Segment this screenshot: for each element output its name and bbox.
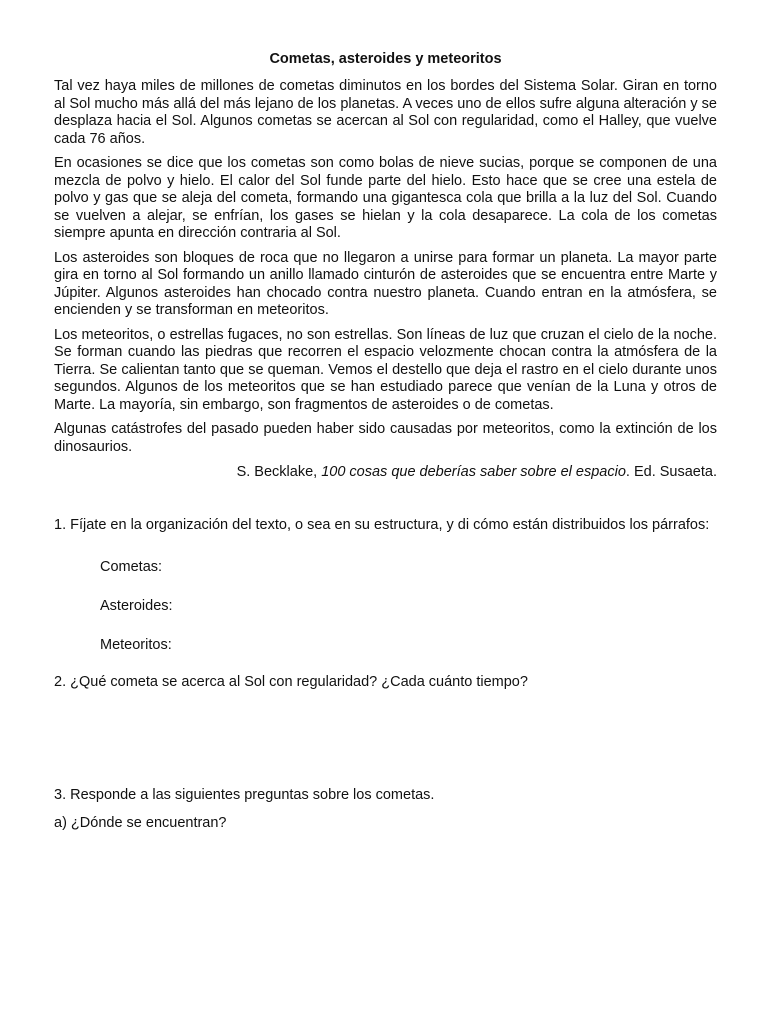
citation-author: S. Becklake,: [236, 464, 322, 480]
question-1: 1. Fíjate en la organización del texto, o sea en su estructura, y di cómo están distribuidos los párrafos:: [54, 517, 710, 533]
paragraph-asteroids: Los asteroides son bloques de roca que no llegaron a unirse para formar un planeta. La mayor parte gira en torno al Sol formando un anillo llamado cinturón de asteroides que se encuentra entre Marte y Júpiter. Algunos asteroides han chocado contra nuestro planeta. Cuando entran en la atmósfera, se encienden y se transforman en meteoritos.: [54, 249, 717, 318]
paragraph-comets-tail: En ocasiones se dice que los cometas son como bolas de nieve sucias, porque se componen de una mezcla de polvo y hielo. El calor del Sol funde parte del hielo. Esto hace que se cree una estela de polvo y gas que se aleja del cometa, formando una gigantesca cola que brilla a la luz del Sol. Cuando se vuelven a alejar, se enfrían, los gases se hielan y la cola desaparece. La cola de los cometas siempre apunta en dirección contraria al Sol.: [54, 155, 717, 241]
question-2: 2. ¿Qué cometa se acerca al Sol con regularidad? ¿Cada cuánto tiempo?: [54, 673, 528, 690]
answer-label-cometas: Cometas:: [100, 558, 163, 575]
paragraph-catastrophes: Algunas catástrofes del pasado pueden haber sido causadas por meteoritos, como la extinción de los dinosaurios.: [54, 421, 717, 455]
answer-label-asteroides: Asteroides:: [100, 597, 173, 614]
citation-publisher: . Ed. Susaeta.: [625, 464, 717, 480]
source-citation: [54, 463, 717, 481]
answer-label-meteoritos: Meteoritos:: [100, 636, 172, 653]
worksheet-page: [54, 50, 717, 832]
citation-book-title: 100 cosas que deberías saber sobre el espacio: [321, 464, 626, 480]
reading-text: [54, 78, 717, 456]
paragraph-comets-origin: Tal vez haya miles de millones de cometas diminutos en los bordes del Sistema Solar. Giran en torno al Sol mucho más allá del más lejano de los planetas. A veces uno de ellos sufre alguna alteración y se desplaza hacia el Sol. Algunos cometas se acercan al Sol con regularidad, como el Halley, que vuelve cada 76 años.: [54, 78, 717, 147]
question-3: 3. Responde a las siguientes preguntas sobre los cometas.: [54, 787, 435, 803]
document-title: Cometas, asteroides y meteoritos: [269, 51, 502, 67]
paragraph-meteorites: Los meteoritos, o estrellas fugaces, no son estrellas. Son líneas de luz que cruzan el cielo de la noche. Se forman cuando las piedras que recorren el espacio velozmente chocan contra la atmósfera de la Tierra. Se calientan tanto que se queman. Vemos el destello que deja el rastro en el cielo durante unos segundos. Algunos de los meteoritos que se han estudiado parece que venían de la Luna y otros de Marte. La mayoría, sin embargo, son fragmentos de asteroides o de cometas.: [54, 326, 717, 413]
question-3a: a) ¿Dónde se encuentran?: [54, 814, 227, 831]
